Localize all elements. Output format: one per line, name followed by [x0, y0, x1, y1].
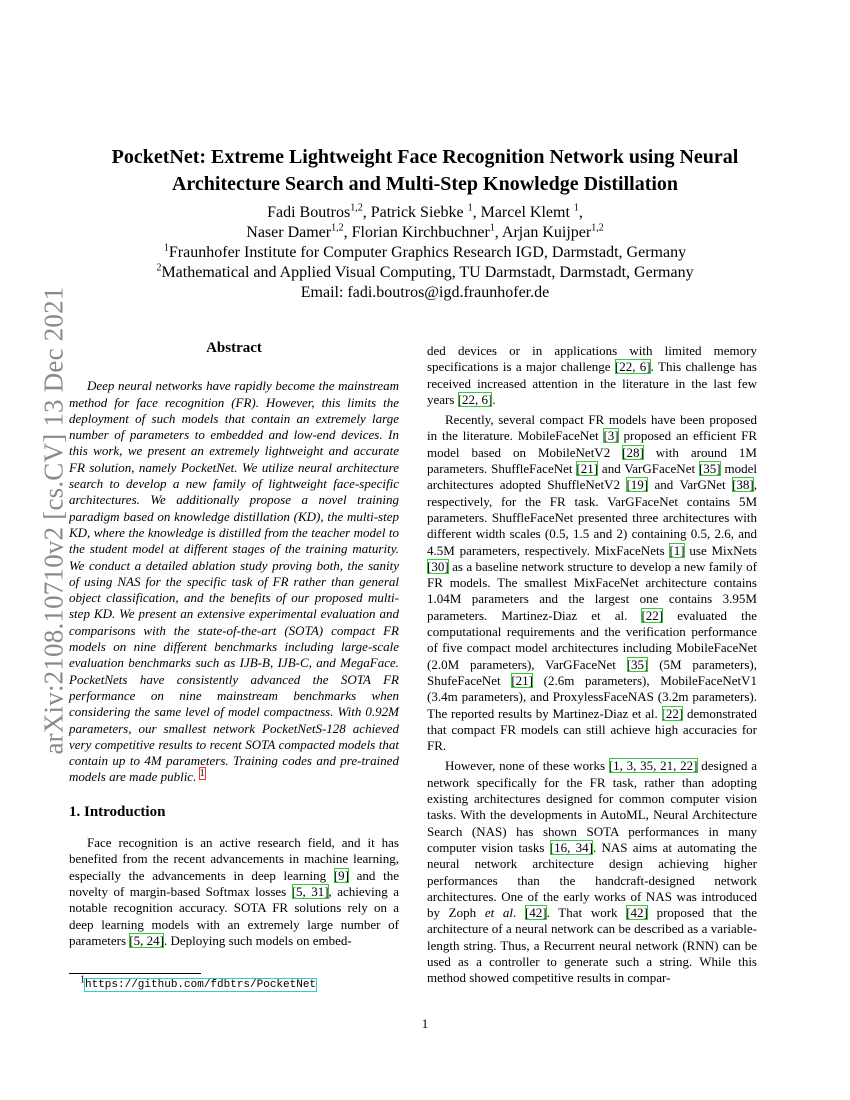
paragraph-text: and VarGFaceNet — [598, 461, 699, 477]
arxiv-identifier-stamp — [36, 285, 72, 755]
paragraph-text: , achieving a notable recognition accuracy. SOTA FR solutions rely on a deep learning models with an extremely large number of parameters — [69, 883, 399, 948]
affiliation-1 — [60, 243, 790, 263]
abstract-body-text: Deep neural networks have rapidly become the mainstream method for face recognition (FR). However, this limits the deployment of such models that contain an extremely large number of parameters to embedded and low-end devices. In this work, we present an extremely lightweight and accurate FR solution, namely PocketNet. We utilize neural architecture search to develop a new family of lightweight face-specific architectures. We additionally propose a novel training paradigm based on knowledge distillation (KD), the multi-step KD, where the knowledge is distilled from the teacher model to the student model at different stages of the training maturity. We conduct a detailed ablation study proving both, the sanity of using NAS for the specific task of FR rather than general object classification, and the benefits of our proposed multi-step KD. We present an extensive experimental evaluation and comparisons with the state-of-the-art (SOTA) compact FR models on nine different benchmarks including large-scale evaluation benchmarks such as IJB-B, IJB-C, and MegaFace. PocketNets have consistently advanced the SOTA FR performance on nine mainstream benchmarks when considering the same level of model compactness. With 0.92M parameters, our smallest network PocketNetS-128 achieved very competitive results to recent SOTA compacted models that contain up to 4M parameters. Training codes and pre-trained models are made public. — [69, 378, 399, 785]
citation-link[interactable]: [35] — [626, 656, 649, 672]
author-block — [60, 203, 790, 303]
paragraph-text: Face recognition is an active research field, and it has benefited from the recent advancements in machine learning, especially the advancements in deep learning — [69, 835, 399, 883]
author-name: Fadi Boutros — [267, 204, 351, 221]
citation-link[interactable]: [38] — [732, 477, 754, 493]
footnote-mark: 1 — [80, 974, 85, 986]
citation-link[interactable]: [42] — [626, 905, 648, 921]
author-line-2 — [60, 223, 790, 243]
paragraph-text: Recently, several compact FR models have been proposed in the literature. MobileFaceNet — [427, 412, 757, 444]
citation-link[interactable]: [16, 34] — [549, 839, 593, 855]
author-name: , Patrick Siebke — [362, 204, 468, 221]
paragraph-text: designed a network specifically for the FR task, rather than adopting existing architectures designed for common computer vision tasks. With the developments in AutoML, Neural Architecture Search (NAS) has shown SOTA performances in many computer vision tasks — [427, 758, 758, 855]
author-name: , Marcel Klemt — [472, 204, 574, 221]
author-name: , Arjan Kuijper — [494, 224, 592, 241]
citation-link[interactable]: [21] — [511, 672, 533, 688]
paragraph-text: proposed an efficient FR model based on MobileNetV2 — [427, 428, 757, 460]
footnote-divider — [69, 973, 201, 974]
author-line-1 — [60, 203, 790, 223]
citation-link[interactable]: [9] — [333, 867, 349, 883]
et-al-text: et al — [484, 905, 513, 921]
paragraph-text: . Deploying such models on embed- — [163, 932, 352, 948]
affiliation-mark: 2 — [156, 262, 162, 274]
right-column — [427, 343, 757, 991]
title-line-1: PocketNet: Extreme Lightweight Face Recognition Network using Neural — [111, 146, 739, 168]
footnote — [80, 974, 317, 992]
intro-paragraph-2 — [427, 412, 757, 754]
citation-link[interactable]: [3] — [603, 428, 619, 444]
affiliation-text: Fraunhofer Institute for Computer Graphics Research IGD, Darmstadt, Germany — [168, 244, 687, 261]
citation-link[interactable]: [19] — [626, 477, 649, 493]
abstract-text — [69, 378, 399, 785]
author-affiliation-mark: 1,2 — [350, 202, 363, 214]
citation-link[interactable]: [22, 6] — [457, 391, 493, 407]
citation-link[interactable]: [1] — [669, 542, 685, 558]
affiliation-mark: 1 — [163, 242, 169, 254]
paragraph-text: ded devices or in applications with limited memory specifications is a major challenge — [427, 343, 757, 375]
intro-paragraph-1 — [69, 835, 399, 949]
citation-link[interactable]: [21] — [576, 461, 599, 477]
citation-link[interactable]: [22, 6] — [614, 359, 651, 375]
citation-link[interactable]: [30] — [427, 558, 449, 574]
author-affiliation-mark: 1,2 — [331, 222, 344, 234]
paragraph-text: (2.6m parameters), MobileFaceNetV1 (3.4m parameters), and ProxylessFaceNAS (3.2m parameters). The reported results by Martinez-Diaz et al. — [427, 672, 758, 721]
title-line-2: Architecture Search and Multi-Step Knowledge Distillation — [171, 173, 679, 195]
citation-link[interactable]: [1, 3, 35, 21, 22] — [608, 758, 698, 774]
paragraph-text: . — [513, 905, 525, 921]
author-affiliation-mark: 1 — [573, 202, 579, 214]
section-heading-introduction: 1. Introduction — [69, 803, 166, 820]
paragraph-text: However, none of these works — [445, 758, 609, 774]
affiliation-2 — [60, 263, 790, 283]
citation-link[interactable]: [22] — [661, 705, 684, 721]
paragraph-text: demonstrated that compact FR models can still achieve high accuracies for FR. — [427, 705, 757, 754]
citation-link[interactable]: [35] — [698, 461, 721, 477]
paragraph-text: proposed that the architecture of a neural network can be described as a variable-length string. Thus, a Recurrent neural network (RNN) can be used as a controller to generate such a string. While this method showed competitive results in compar- — [427, 905, 757, 986]
left-column — [69, 340, 399, 953]
paragraph-text: and VarGNet — [648, 477, 733, 493]
paragraph-text: and the novelty of margin-based Softmax losses — [69, 867, 399, 899]
paper-title — [60, 144, 790, 198]
paragraph-text: with around 1M parameters. ShuffleFaceNet — [427, 444, 757, 477]
author-affiliation-mark: 1 — [489, 222, 495, 234]
paragraph-text: evaluated the computational requirements and the verification performance of five compact model architectures including MobileFaceNet (2.0M parameters), VarGFaceNet — [427, 607, 757, 672]
citation-link[interactable]: [22] — [641, 607, 664, 623]
affiliation-text: Mathematical and Applied Visual Computing, TU Darmstadt, Darmstadt, Germany — [161, 264, 694, 281]
author-separator: , — [578, 204, 583, 221]
author-affiliation-mark: 1,2 — [591, 222, 604, 234]
intro-paragraph-3 — [427, 758, 757, 986]
contact-email: Email: fadi.boutros@igd.fraunhofer.de — [300, 284, 550, 301]
citation-link[interactable]: [5, 31] — [291, 883, 329, 899]
paragraph-text: use MixNets — [684, 542, 757, 558]
citation-link[interactable]: [28] — [622, 444, 644, 460]
footnote-link[interactable]: 1 — [199, 768, 205, 780]
paragraph-text: model architectures adopted ShuffleNetV2 — [427, 461, 757, 493]
paragraph-text: as a baseline network structure to develop a new family of FR models. The smallest MixFaceNet architecture contains 1.04M parameters and the largest one contains 3.95M parameters. Martinez-Diaz et al. — [427, 558, 757, 623]
author-affiliation-mark: 1 — [467, 202, 473, 214]
arxiv-identifier-text: arXiv:2108.10710v2 [cs.CV] 13 Dec 2021 — [38, 285, 69, 755]
intro-paragraph-continued — [427, 343, 757, 408]
footnote-url-link[interactable]: https://github.com/fdbtrs/PocketNet — [85, 979, 317, 991]
abstract-heading: Abstract — [206, 340, 262, 356]
paragraph-text: . — [492, 391, 496, 407]
paragraph-text: . NAS aims at automating the neural network architecture design achieving higher performances than the handcraft-designed network architectures. One of the early works of NAS was introduced by Zoph — [427, 839, 757, 921]
citation-link[interactable]: [42] — [524, 905, 547, 921]
citation-link[interactable]: [5, 24] — [129, 932, 164, 948]
page-number: 1 — [421, 1016, 429, 1031]
paragraph-text: . This challenge has received increased attention in the literature in the last few years — [427, 359, 757, 407]
paragraph-text: . That work — [546, 905, 627, 921]
author-name: Naser Damer — [246, 224, 332, 241]
paragraph-text: , respectively, for the FR task. VarGFaceNet contains 5M parameters. ShuffleFaceNet presented three architectures with different width scales (0.5, 1.5 and 2) containing 0.5, 2.6, and 4.5M parameters, respectively. MixFaceNets — [427, 477, 757, 558]
author-name: , Florian Kirchbuchner — [343, 224, 490, 241]
paragraph-text: (5M parameters), ShufeFaceNet — [427, 656, 757, 688]
